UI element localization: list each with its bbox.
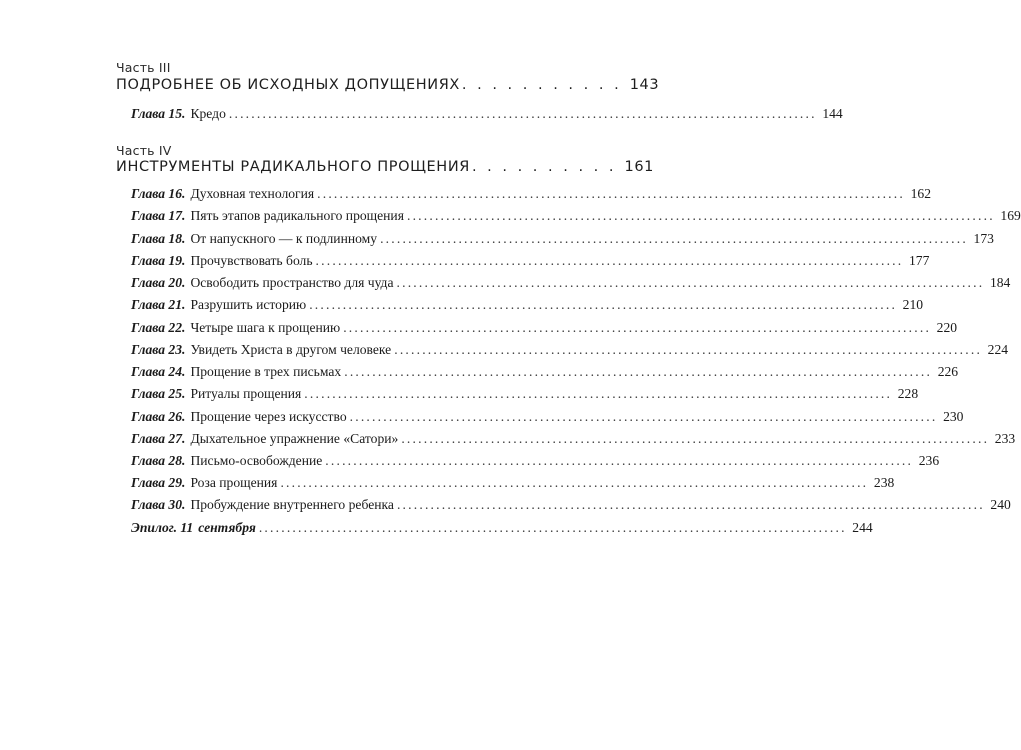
toc-entry-ch29[interactable] [131,475,895,491]
chapter-title: Пять этапов радикального прощения [190,208,404,223]
dot-leader: ......................................................................................................... [380,231,968,246]
toc-entry-epilogue[interactable] [131,520,873,536]
chapter-page: 230 [943,409,964,424]
toc-entry-ch30[interactable] [131,497,1011,513]
dot-leader: ......................................................................................................... [396,275,985,290]
dot-leader: ......................................................................................................... [258,520,847,535]
part-4-label: Часть IV [116,143,172,158]
part-3-page: 143 [629,77,660,93]
chapter-page: 173 [973,231,994,246]
chapter-number: Глава 15. [131,106,186,121]
toc-entry-ch22[interactable] [131,320,958,336]
chapter-page: 169 [1000,208,1021,223]
chapter-page: 210 [902,297,924,312]
chapter-title: Пробуждение внутреннего ребенка [190,497,394,512]
chapter-number: Глава 29. [131,475,186,490]
toc-entry-ch18[interactable] [131,231,994,247]
chapter-title: Духовная технология [190,186,315,201]
toc-entry-ch25[interactable] [131,386,919,402]
chapter-title: Прощение через искусство [190,409,347,424]
toc-entry-ch27[interactable] [131,431,1016,447]
toc-entry-ch15[interactable] [131,106,843,122]
part-3-leader: . . . . . . . . . . . [461,77,622,93]
toc-entry-ch23[interactable] [131,342,1009,358]
dot-leader: ......................................................................................................... [349,409,938,424]
chapter-title: Прочувствовать боль [190,253,313,268]
chapter-title: Кредо [190,106,226,121]
chapter-number: Глава 28. [131,453,186,468]
chapter-title: Дыхательное упражнение «Сатори» [190,431,399,446]
chapter-number: Эпилог. 11 [131,520,194,535]
part-4-heading[interactable] [116,159,654,175]
chapter-page: 177 [909,253,930,268]
dot-leader: ......................................................................................................... [325,453,914,468]
dot-leader: ......................................................................................................... [309,297,898,312]
dot-leader: ......................................................................................................... [344,364,933,379]
part-3-title: ПОДРОБНЕЕ ОБ ИСХОДНЫХ ДОПУЩЕНИЯХ [116,77,460,93]
chapter-title: Ритуалы прощения [190,386,302,401]
part-3-heading[interactable] [116,77,660,93]
chapter-page: 238 [873,475,895,490]
chapter-page: 240 [990,497,1011,512]
chapter-title: Письмо-освобождение [190,453,323,468]
chapter-number: Глава 25. [131,386,186,401]
toc-entry-ch24[interactable] [131,364,959,380]
part-4-leader: . . . . . . . . . . [471,159,617,175]
chapter-page: 162 [910,186,931,201]
dot-leader: ......................................................................................................... [406,208,995,223]
chapter-number: Глава 22. [131,320,186,335]
chapter-title: Прощение в трех письмах [190,364,342,379]
dot-leader: ......................................................................................................... [401,431,990,446]
dot-leader: ......................................................................................................... [228,106,817,121]
dot-leader: ......................................................................................................... [343,320,932,335]
chapter-title: От напускного — к подлинному [190,231,378,246]
chapter-title: Освободить пространство для чуда [190,275,394,290]
toc-entry-ch28[interactable] [131,453,940,469]
chapter-number: Глава 16. [131,186,186,201]
part-4-page: 161 [624,159,654,175]
chapter-page: 184 [989,275,1011,290]
dot-leader: ......................................................................................................... [394,342,983,357]
dot-leader: ......................................................................................................... [317,186,905,201]
chapter-number: Глава 26. [131,409,186,424]
dot-leader: ......................................................................................................... [396,497,985,512]
chapter-number: Глава 30. [131,497,186,512]
toc-entry-ch19[interactable] [131,253,930,269]
chapter-number: Глава 20. [131,275,186,290]
dot-leader: ......................................................................................................... [315,253,904,268]
chapter-number: Глава 24. [131,364,186,379]
chapter-title: Разрушить историю [190,297,307,312]
chapter-title: Четыре шага к прощению [190,320,341,335]
dot-leader: ......................................................................................................... [280,475,869,490]
chapter-title: Роза прощения [190,475,278,490]
chapter-page: 244 [852,520,873,535]
toc-entry-ch26[interactable] [131,409,964,425]
part-4-title: ИНСТРУМЕНТЫ РАДИКАЛЬНОГО ПРОЩЕНИЯ [116,159,470,175]
chapter-page: 220 [936,320,958,335]
chapter-page: 224 [987,342,1009,357]
chapter-title: Увидеть Христа в другом человеке [190,342,392,357]
chapter-number: Глава 18. [131,231,186,246]
chapter-page: 226 [937,364,959,379]
chapter-page: 144 [822,106,843,121]
chapter-page: 233 [994,431,1016,446]
dot-leader: ......................................................................................................... [304,386,893,401]
toc-entry-ch16[interactable] [131,186,931,202]
chapter-title: сентября [198,520,256,535]
chapter-page: 228 [897,386,919,401]
chapter-number: Глава 19. [131,253,186,268]
chapter-number: Глава 21. [131,297,186,312]
toc-entry-ch21[interactable] [131,297,924,313]
toc-entry-ch20[interactable] [131,275,1011,291]
chapter-number: Глава 23. [131,342,186,357]
part-3-label: Часть III [116,60,171,75]
chapter-page: 236 [918,453,940,468]
chapter-number: Глава 17. [131,208,186,223]
toc-entry-ch17[interactable] [131,208,1021,224]
chapter-number: Глава 27. [131,431,186,446]
